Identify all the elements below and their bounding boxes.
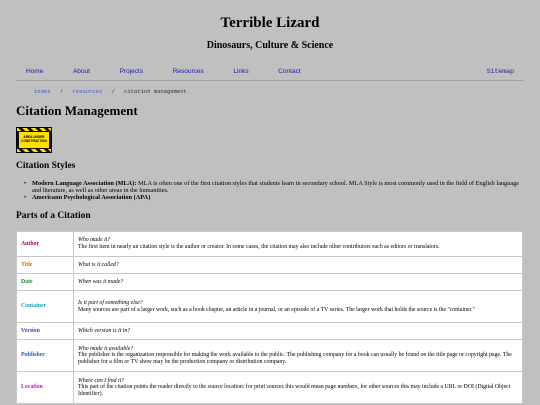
citation-parts-table — [16, 231, 523, 404]
hazard-stripe — [17, 128, 51, 131]
citation-styles-heading: Citation Styles — [16, 161, 76, 171]
row-question: What is it called? — [78, 261, 119, 268]
table-row — [17, 291, 523, 323]
row-question: Is it part of something else? — [78, 299, 143, 306]
sitemap-link[interactable]: Sitemap — [486, 68, 514, 75]
table-row — [17, 257, 523, 274]
list-item — [32, 180, 522, 194]
row-question: Where can I find it? — [78, 377, 125, 384]
breadcrumb-separator: / — [59, 88, 64, 95]
row-label: Container — [17, 291, 74, 323]
row-text: The publisher is the organization responsible for making the work available to the public. The publishing company for a book can usually be found on the title page or copyright page. The publisher for a film or TV show may be the production company or distribution company. — [78, 352, 512, 365]
row-text: Many sources are part of a larger work, such as a book chapter, an article in a journal, or an episode of a TV series. The larger work that holds the source is the "container." — [78, 306, 475, 313]
site-title: Terrible Lizard — [220, 15, 320, 31]
row-text: The first item in nearly an citation style is the author or creator. In some cases, the citation may also include other contributors such as editors or translators. — [78, 244, 440, 250]
row-question: When was it made? — [78, 278, 124, 285]
row-label: Publisher — [17, 340, 74, 372]
table-row — [17, 274, 523, 291]
page-title: Citation Management — [16, 103, 138, 118]
row-content — [74, 232, 523, 257]
breadcrumb-resources-link[interactable]: resources — [72, 88, 103, 95]
row-question: Who made it available? — [78, 345, 134, 352]
style-name: Modern Language Association (MLA): — [32, 180, 137, 187]
nav-resources-link[interactable]: Resources — [172, 68, 204, 75]
breadcrumb — [34, 88, 187, 95]
style-description: MLA is often one of the first citation styles that students learn in secondary school. MLA Style is most commonly used in the field of English language and literature, as well as other areas in the humanities. — [32, 180, 520, 194]
list-item — [32, 194, 522, 201]
parts-heading: Parts of a Citation — [16, 211, 91, 221]
row-label: Version — [17, 323, 74, 340]
hazard-stripe — [17, 149, 51, 152]
row-content — [74, 257, 523, 274]
citation-styles-list — [32, 180, 522, 201]
under-construction-label: AREA UNDER CONSTRUCTION — [19, 132, 49, 148]
row-text: This part of the citation points the reader directly to the source location: for print sources this would mean page numbers, for other sources this may include a URL or DOI (Digital Object Identifier). — [78, 384, 511, 397]
main-nav — [16, 68, 524, 78]
nav-projects-link[interactable]: Projects — [119, 68, 144, 75]
breadcrumb-index-link[interactable]: index — [34, 88, 51, 95]
nav-links-link[interactable]: Links — [233, 68, 249, 75]
row-label: Title — [17, 257, 74, 274]
row-label: Location — [17, 372, 74, 404]
table-row — [17, 372, 523, 404]
nav-contact-link[interactable]: Contact — [278, 68, 301, 75]
breadcrumb-separator: / — [111, 88, 115, 95]
row-question: Which version is it in? — [78, 327, 131, 334]
under-construction-badge — [16, 127, 52, 153]
row-content — [74, 340, 523, 372]
nav-home-link[interactable]: Home — [26, 68, 44, 75]
nav-divider — [16, 80, 524, 81]
row-content — [74, 323, 523, 340]
site-subtitle: Dinosaurs, Culture & Science — [206, 40, 334, 51]
row-content — [74, 372, 523, 404]
style-name: Americann Psychological Association (APA) — [32, 194, 151, 201]
table-row — [17, 232, 523, 257]
table-row — [17, 340, 523, 372]
row-question: Who made it? — [78, 237, 111, 244]
table-row — [17, 323, 523, 340]
row-content — [74, 274, 523, 291]
breadcrumb-current: citation management — [124, 88, 187, 95]
nav-about-link[interactable]: About — [72, 68, 90, 75]
row-label: Author — [17, 232, 74, 257]
row-content — [74, 291, 523, 323]
row-label: Date — [17, 274, 74, 291]
